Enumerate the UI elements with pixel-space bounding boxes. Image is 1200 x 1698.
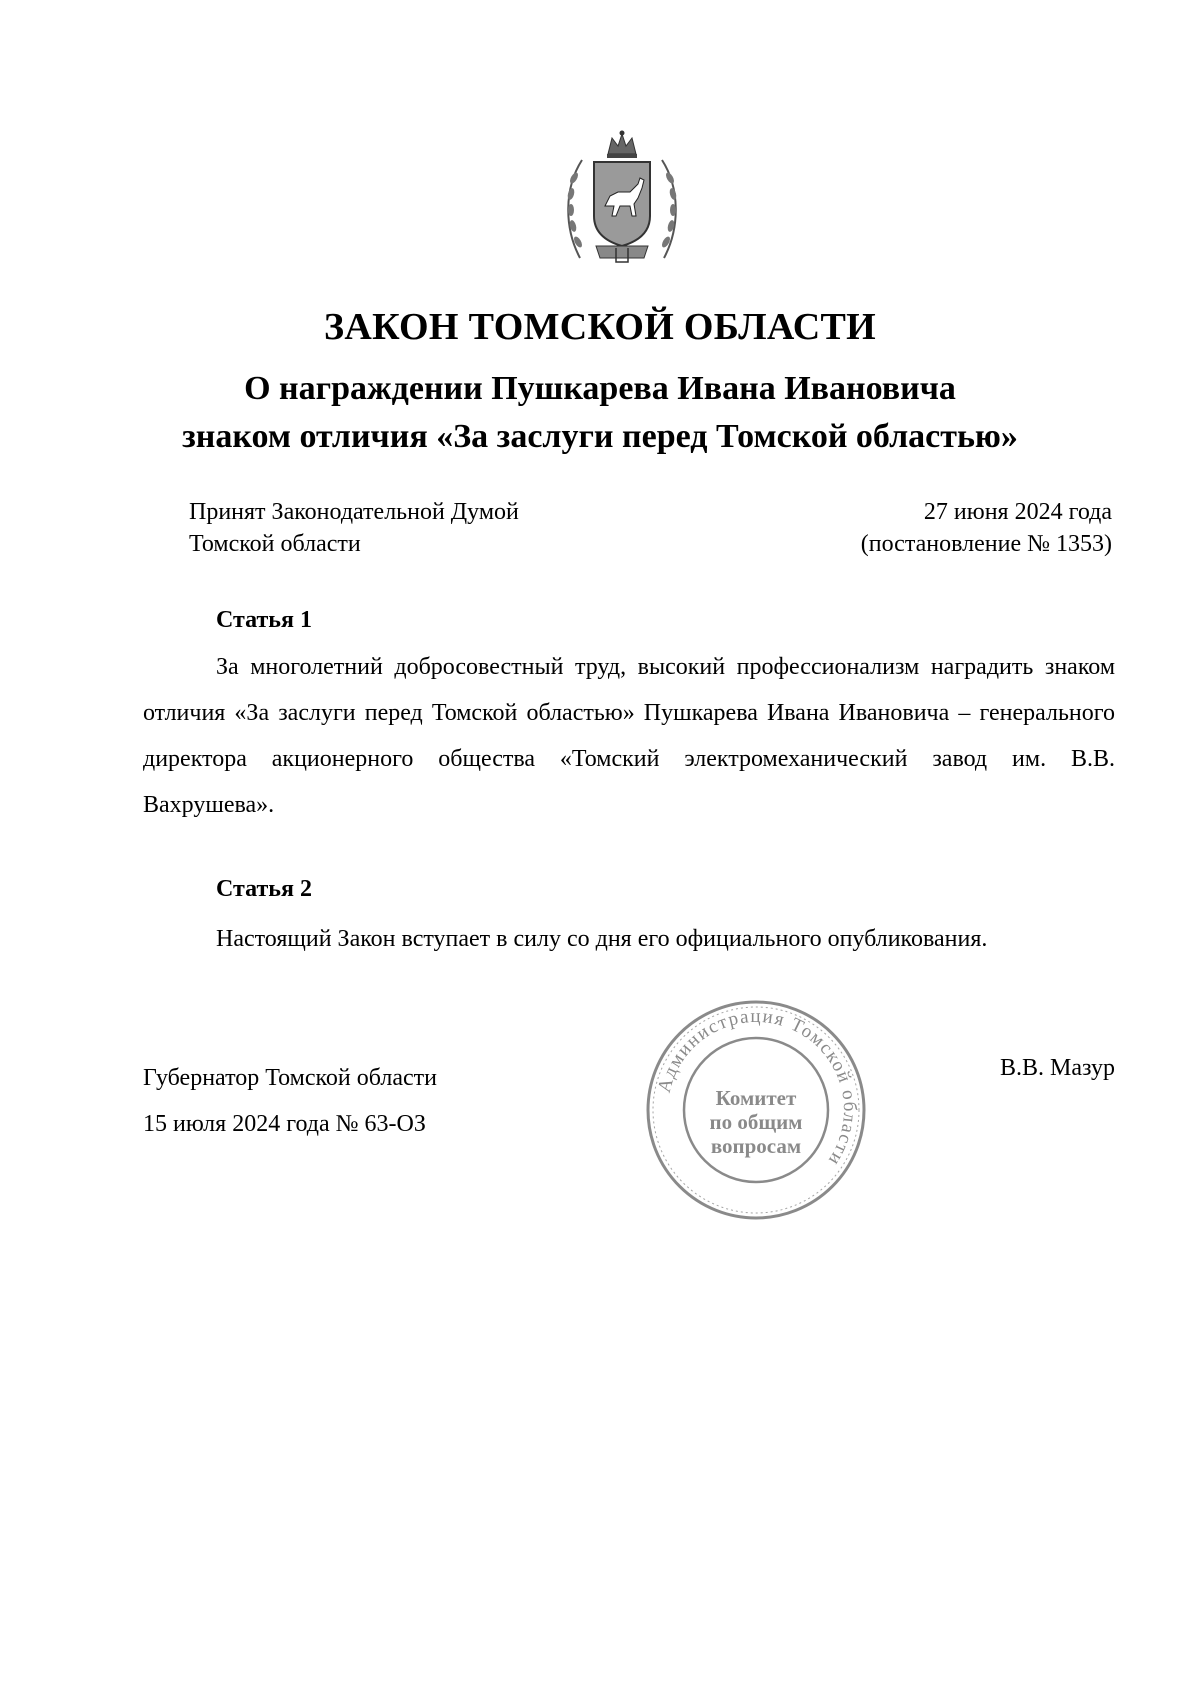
article-1-heading: Статья 1: [216, 607, 312, 633]
tomsk-coat-of-arms-icon: [560, 128, 684, 266]
article-2-text: Настоящий Закон вступает в силу со дня его официального опубликования.: [216, 926, 988, 952]
stamp-inner-line-3: вопросам: [710, 1134, 802, 1158]
stamp-inner-line-1: Комитет: [715, 1086, 797, 1110]
signatory-position: Губернатор Томской области: [143, 1065, 437, 1091]
official-stamp: [643, 997, 869, 1223]
resolution-number: (постановление № 1353): [860, 531, 1112, 557]
adoption-date-text: 27 июня 2024 года: [923, 499, 1112, 525]
signatory-name: В.В. Мазур: [1000, 1055, 1115, 1081]
subtitle-line-1: О награждении Пушкарева Ивана Ивановича: [244, 370, 956, 407]
adoption-date: [861, 496, 1112, 560]
adopted-by-line-1: Принят Законодательной Думой: [189, 499, 519, 525]
subtitle-line-2: знаком отличия «За заслуги перед Томской областью»: [182, 418, 1018, 455]
article-1-text: За многолетний добросовестный труд, высокий профессионализм наградить знаком отличия «За заслуги перед Томской областью» Пушкарева Ивана Ивановича – генерального директора акционерного общества «Томский электромеханический завод им. В.В. Вахрушева».: [143, 654, 1115, 818]
adopted-by-line-2: Томской области: [189, 531, 361, 557]
article-2-heading: Статья 2: [216, 876, 312, 902]
law-date-number: 15 июля 2024 года № 63-ОЗ: [143, 1111, 426, 1137]
law-title: ЗАКОН ТОМСКОЙ ОБЛАСТИ: [324, 306, 876, 348]
law-subtitle: [0, 365, 1200, 461]
adopted-by: [189, 496, 519, 560]
stamp-inner-line-2: по общим: [709, 1110, 803, 1134]
signature-block: [143, 1055, 437, 1147]
stamp-outer-text: Администрация Томской области: [653, 1005, 861, 1170]
